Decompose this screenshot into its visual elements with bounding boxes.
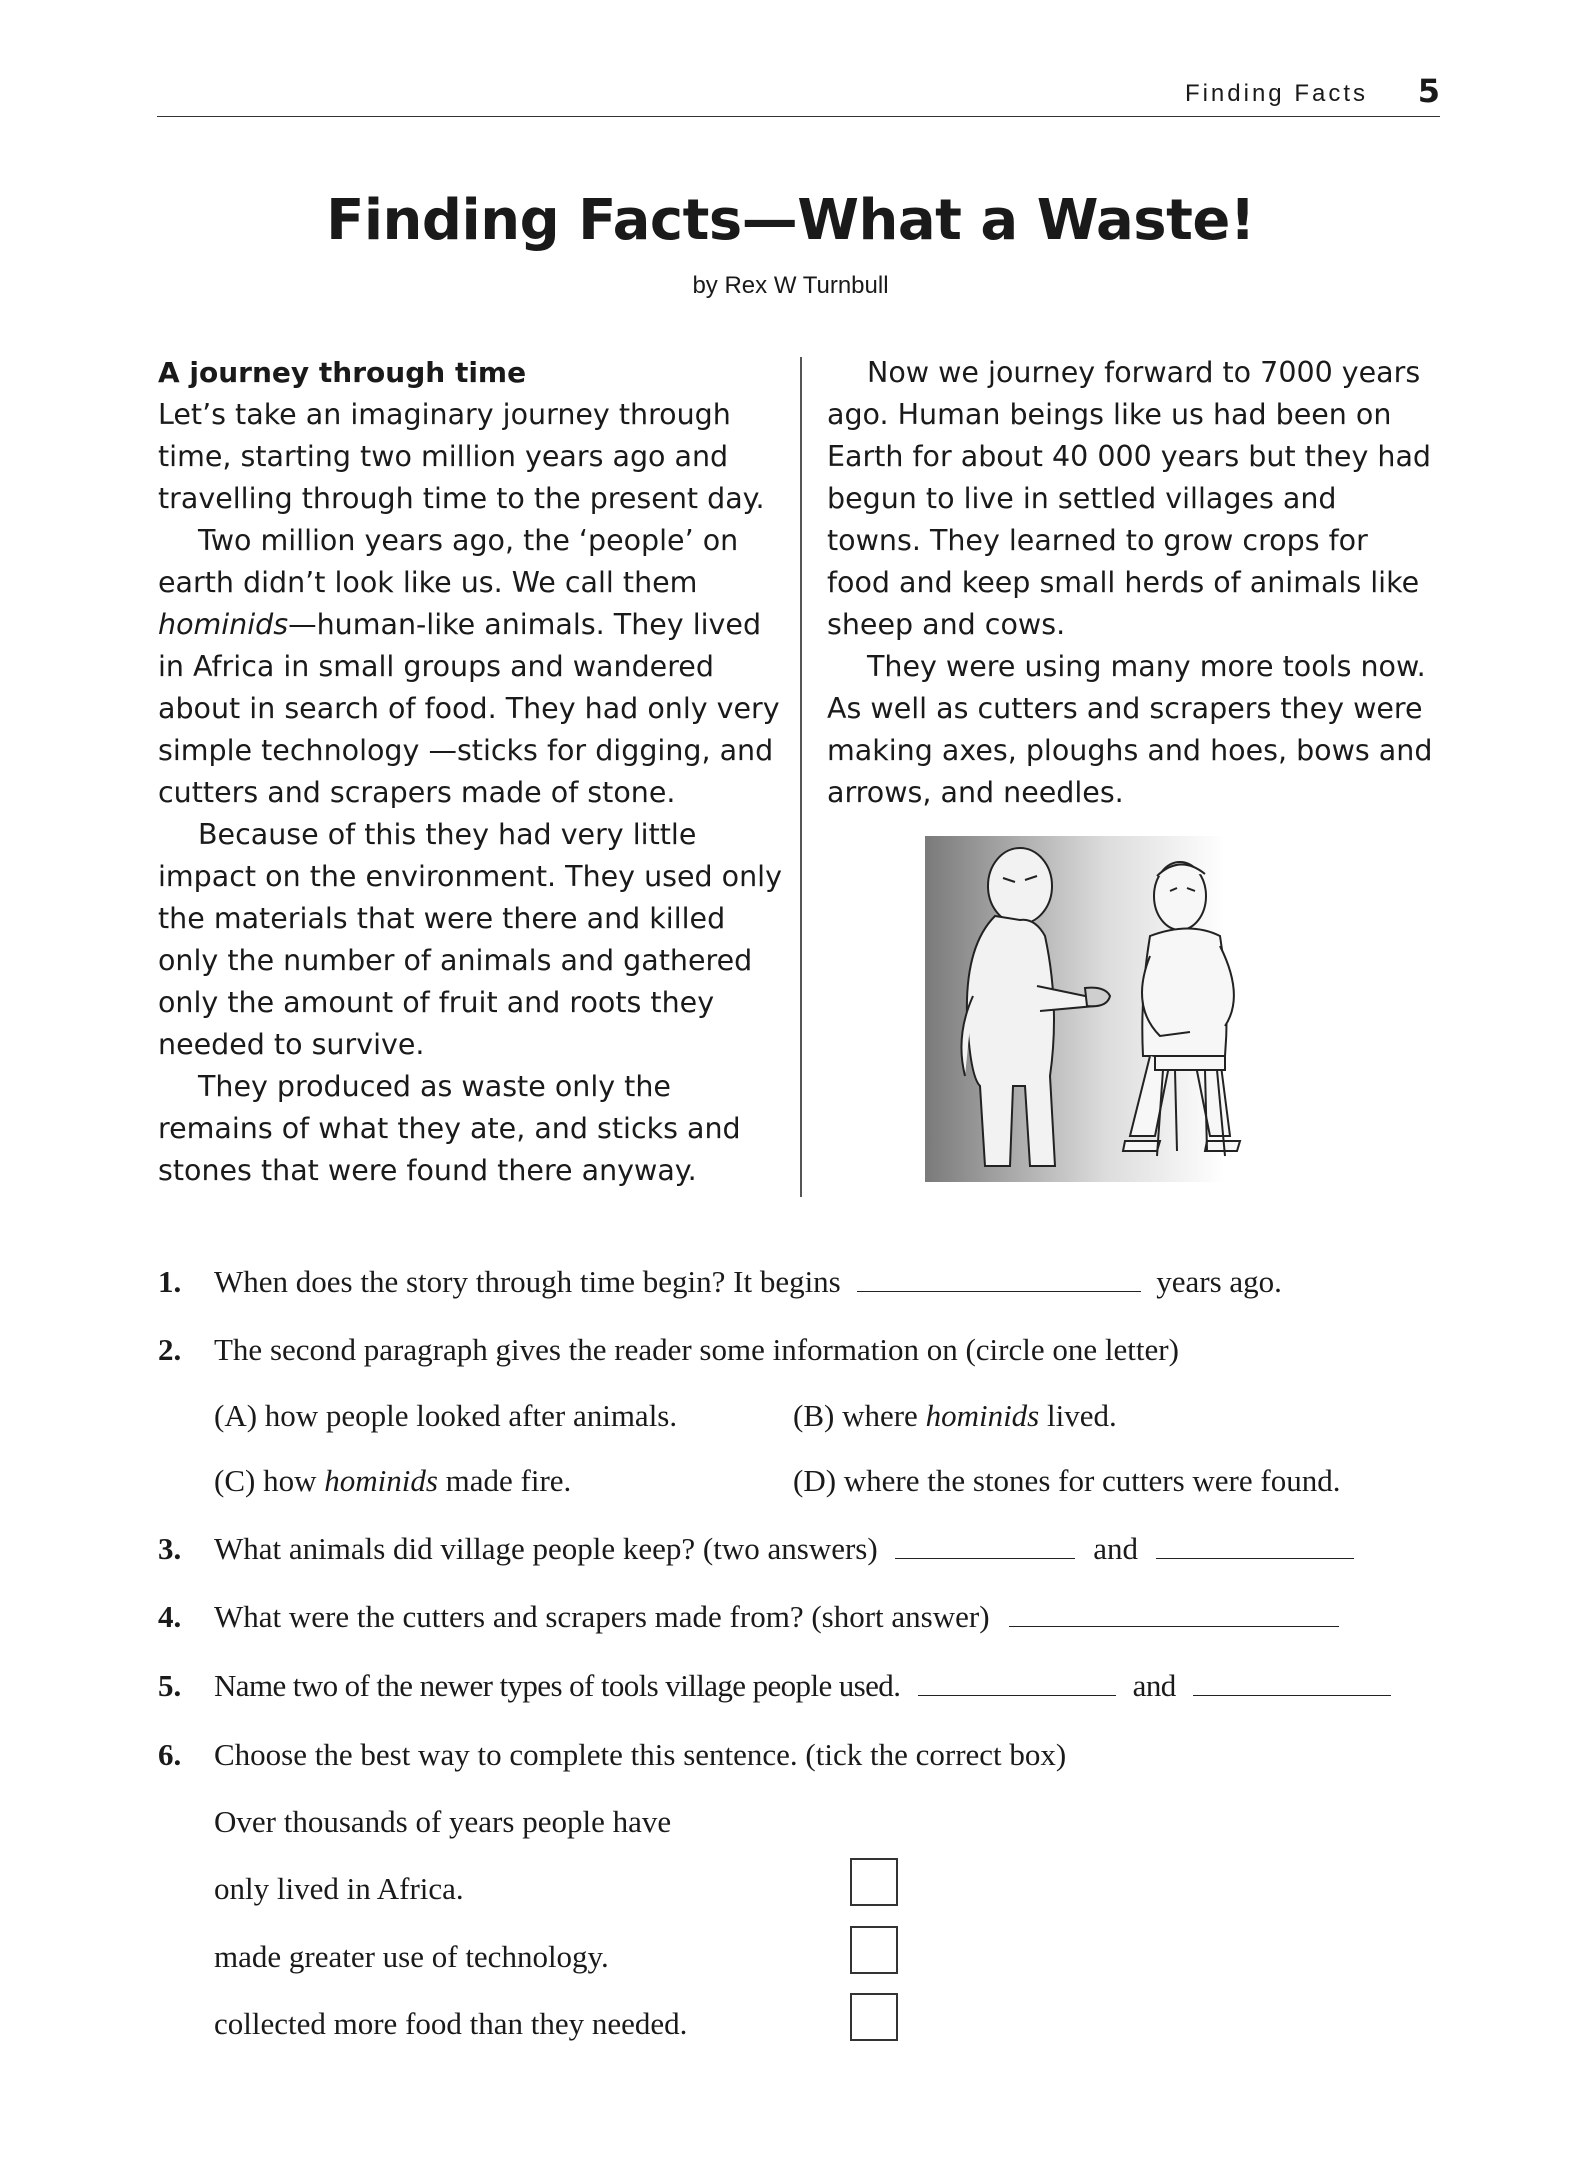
option-c-start: (C) how [214,1463,325,1498]
question-2-option-a[interactable]: (A) how people looked after animals. [214,1398,678,1433]
question-4 [214,1597,1339,1637]
section-heading: A journey through time [158,356,527,389]
page-title: Finding Facts—What a Waste! [326,188,1255,253]
byline: by Rex W Turnbull [692,272,889,299]
page-number: 5 [1417,72,1440,110]
story-paragraph-2-end: —human-like animals. They lived in Africa in small groups and wandered about in search of food. They had only very simple technology —sticks for digging, and cutters and scrapers made of stone. [158,608,780,809]
question-2-option-b[interactable] [793,1396,1117,1436]
question-1-text: When does the story through time begin? It begins [214,1264,841,1299]
question-2-option-d[interactable]: (D) where the stones for cutters were found. [793,1463,1341,1498]
story-paragraph-3: Because of this they had very little impact on the environment. They used only the materials that were there and killed only the number of animals and gathered only the amount of fruit and roots they needed to survive. [158,818,782,1061]
question-6-stem: Over thousands of years people have [214,1804,672,1839]
question-4-number: 4. [158,1599,182,1634]
question-5-text: Name two of the newer types of tools village people used. [214,1668,901,1703]
question-5-number: 5. [158,1668,182,1703]
question-2-text: The second paragraph gives the reader some information on (circle one letter) [214,1332,1179,1367]
question-4-answer-blank[interactable] [1009,1598,1339,1627]
story-left-column [158,352,790,1192]
question-5-answer-blank-2[interactable] [1193,1667,1391,1696]
question-2-number: 2. [158,1332,182,1367]
question-3-answer-blank-1[interactable] [895,1530,1075,1559]
question-6-checkbox-2[interactable] [850,1926,898,1974]
question-6-text: Choose the best way to complete this sentence. (tick the correct box) [214,1737,1067,1772]
column-divider [800,357,802,1197]
question-1-suffix: years ago. [1156,1264,1282,1299]
running-title: Finding Facts [1184,80,1368,107]
question-3-and: and [1093,1531,1138,1566]
story-paragraph-4: They produced as waste only the remains of what they ate, and sticks and stones that were found there anyway. [158,1070,741,1187]
question-5-and: and [1132,1668,1176,1703]
hominid-and-villager-illustration [925,836,1265,1182]
question-6-number: 6. [158,1737,182,1772]
story-paragraph-2 [158,520,790,814]
story-paragraph-6: They were using many more tools now. As well as cutters and scrapers they were making axes, ploughs and hoes, bows and arrows, and needles. [827,650,1433,809]
question-6-option-1: only lived in Africa. [214,1871,464,1906]
question-3 [214,1529,1354,1569]
option-c-end: made fire. [437,1463,572,1498]
story-right-column [827,352,1439,814]
story-paragraph-5: Now we journey forward to 7000 years ago. Human beings like us had been on Earth for about 40 000 years but they had begun to live in settled villages and towns. They learned to grow crops for food and keep small herds of animals like sheep and cows. [827,356,1431,641]
option-b-start: (B) where [793,1398,926,1433]
question-4-text: What were the cutters and scrapers made from? (short answer) [214,1599,990,1634]
story-paragraph-1: Let’s take an imaginary journey through time, starting two million years ago and travelling through time to the present day. [158,398,765,515]
option-c-term: hominids [324,1463,438,1498]
question-5-answer-blank-1[interactable] [918,1667,1116,1696]
story-paragraph-2-start: Two million years ago, the ‘people’ on earth didn’t look like us. We call them [158,524,739,599]
question-5 [214,1666,1391,1706]
question-6-checkbox-1[interactable] [850,1858,898,1906]
question-2-option-c[interactable] [214,1461,571,1501]
question-3-number: 3. [158,1531,182,1566]
question-3-text: What animals did village people keep? (two answers) [214,1531,878,1566]
question-6-option-3: collected more food than they needed. [214,2006,688,2041]
question-6-checkbox-3[interactable] [850,1993,898,2041]
question-1 [214,1262,1282,1302]
question-3-answer-blank-2[interactable] [1156,1530,1354,1559]
question-1-answer-blank[interactable] [857,1263,1141,1292]
question-6-option-2: made greater use of technology. [214,1939,609,1974]
question-1-number: 1. [158,1264,182,1299]
hominids-term: hominids [158,608,289,641]
option-b-term: hominids [925,1398,1040,1433]
option-b-end: lived. [1039,1398,1117,1433]
running-header [157,72,1440,117]
